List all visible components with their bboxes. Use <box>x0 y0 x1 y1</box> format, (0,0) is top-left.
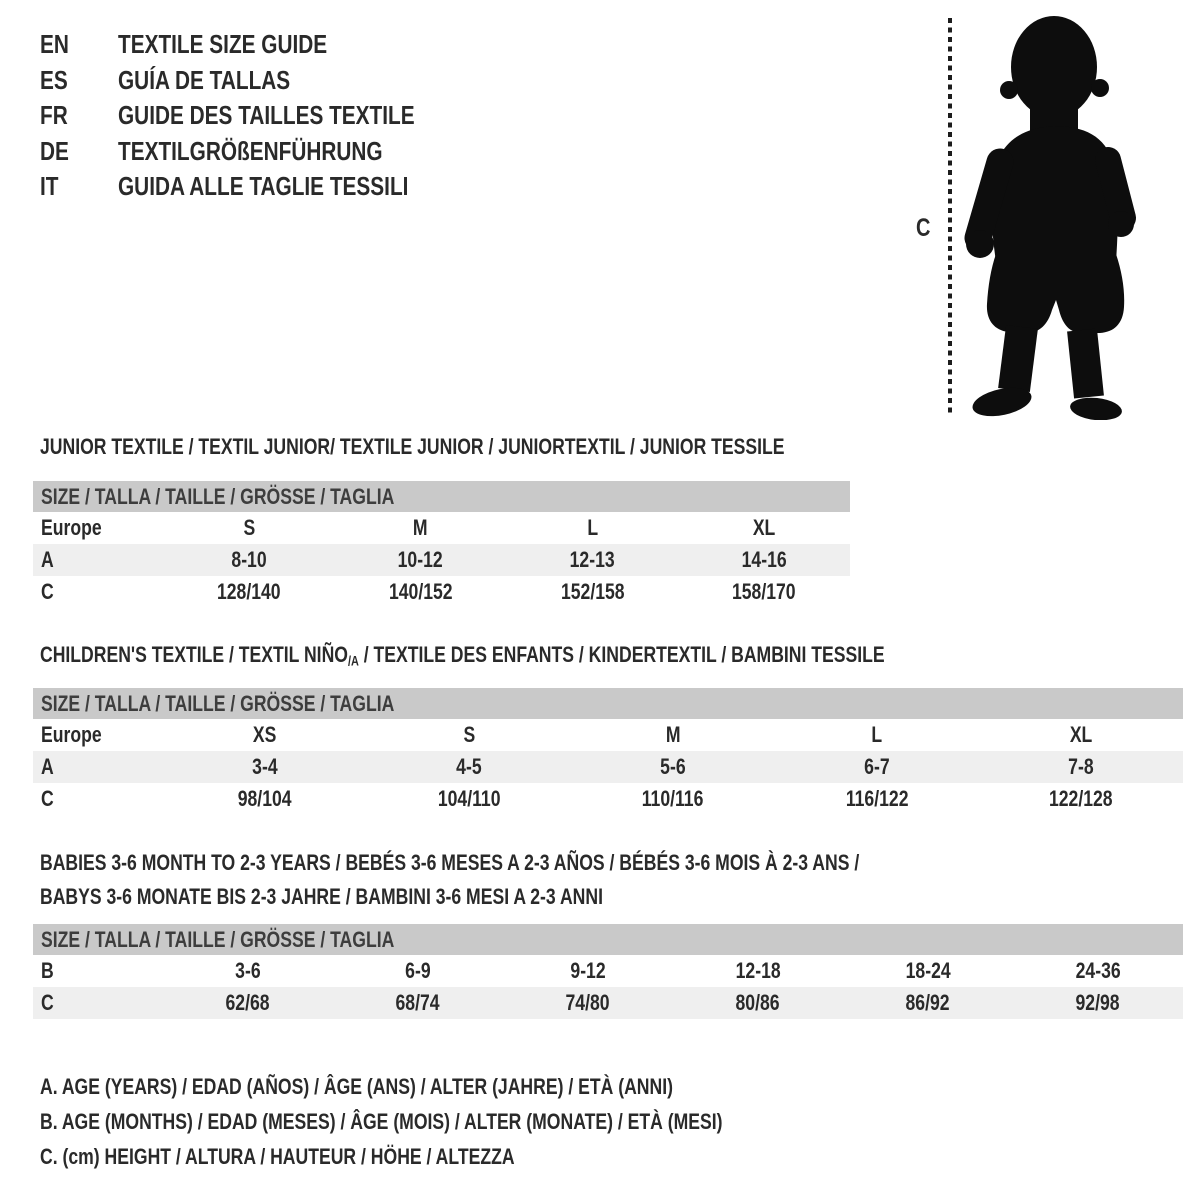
language-title: TEXTILGRÖßENFÜHRUNG <box>118 135 383 166</box>
row-label: Europe <box>41 515 102 540</box>
language-row-de <box>40 134 489 170</box>
size-cell: L <box>871 722 883 747</box>
row-label: A <box>41 754 54 779</box>
age-cell: 3-4 <box>252 754 278 779</box>
size-cell: L <box>586 515 598 540</box>
age-cell: 12-18 <box>735 958 781 983</box>
language-code: ES <box>40 64 68 95</box>
babies-section-heading: BABIES 3-6 MONTH TO 2-3 YEARS / BEBÉS 3-6 MESES A 2-3 AÑOS / BÉBÉS 3-6 MOIS À 2-3 ANS / BABYS 3-6 MONATE BIS 2-3 JAHRE / BAMBINI 3-6 MESI A 2-3 ANNI <box>40 850 860 909</box>
size-cell: XL <box>752 515 776 540</box>
age-cell: 4-5 <box>456 754 482 779</box>
age-cell: 9-12 <box>570 958 606 983</box>
height-cell: 104/110 <box>437 786 501 811</box>
measure-legend <box>40 1069 893 1174</box>
table-row-height <box>33 576 850 608</box>
age-cell: 18-24 <box>905 958 951 983</box>
size-cell: S <box>243 515 255 540</box>
language-code: IT <box>40 171 59 202</box>
age-cell: 6-9 <box>405 958 431 983</box>
table-row-age-months <box>33 955 1183 987</box>
height-cell: 158/170 <box>732 579 796 604</box>
legend-line-c: C. (cm) HEIGHT / ALTURA / HAUTEUR / HÖHE / ALTEZZA <box>40 1143 515 1169</box>
junior-size-header-bar: SIZE / TALLA / TAILLE / GRÖSSE / TAGLIA <box>33 481 850 512</box>
height-cell: 86/92 <box>905 990 951 1015</box>
language-row-it <box>40 169 489 205</box>
language-title-list <box>40 27 489 205</box>
age-cell: 24-36 <box>1075 958 1121 983</box>
legend-line-a: A. AGE (YEARS) / EDAD (AÑOS) / ÂGE (ANS) / ALTER (JAHRE) / ETÀ (ANNI) <box>40 1073 673 1099</box>
language-code: DE <box>40 135 69 166</box>
table-row-europe <box>33 719 1183 751</box>
size-cell: M <box>413 515 428 540</box>
table-row-height <box>33 987 1183 1019</box>
heading-subscript: /A <box>347 653 359 669</box>
size-cell: S <box>463 722 475 747</box>
height-measure-dashed-line <box>948 18 952 415</box>
toddler-silhouette-shape <box>966 16 1134 420</box>
height-cell: 116/122 <box>845 786 909 811</box>
row-label: B <box>41 958 54 983</box>
babies-size-header-bar: SIZE / TALLA / TAILLE / GRÖSSE / TAGLIA <box>33 924 1183 955</box>
height-cell: 80/86 <box>735 990 781 1015</box>
height-cell: 68/74 <box>395 990 441 1015</box>
height-cell: 140/152 <box>388 579 453 604</box>
toddler-silhouette <box>962 12 1142 420</box>
language-title: GUIDA ALLE TAGLIE TESSILI <box>118 171 409 202</box>
row-label: Europe <box>41 722 102 747</box>
language-title: GUÍA DE TALLAS <box>118 64 291 95</box>
height-cell: 74/80 <box>565 990 611 1015</box>
height-cell: 122/128 <box>1049 786 1113 811</box>
language-code: EN <box>40 29 69 60</box>
children-size-header-bar: SIZE / TALLA / TAILLE / GRÖSSE / TAGLIA <box>33 688 1183 719</box>
height-cell: 128/140 <box>217 579 281 604</box>
row-label: C <box>41 786 54 811</box>
junior-size-table <box>33 481 850 608</box>
age-cell: 3-6 <box>235 958 261 983</box>
language-row-fr <box>40 98 489 134</box>
size-cell: M <box>665 722 681 747</box>
size-cell: XL <box>1069 722 1093 747</box>
babies-size-table <box>33 924 1183 1019</box>
children-size-table <box>33 688 1183 815</box>
height-cell: 110/116 <box>642 786 704 811</box>
legend-line-b: B. AGE (MONTHS) / EDAD (MESES) / ÂGE (MOIS) / ALTER (MONATE) / ETÀ (MESI) <box>40 1108 723 1134</box>
row-label: A <box>41 547 54 572</box>
age-cell: 14-16 <box>741 547 787 572</box>
table-row-height <box>33 783 1183 815</box>
language-row-en <box>40 27 489 63</box>
row-label: C <box>41 990 54 1015</box>
size-cell: XS <box>253 722 277 747</box>
junior-section-heading: JUNIOR TEXTILE / TEXTIL JUNIOR/ TEXTILE JUNIOR / JUNIORTEXTIL / JUNIOR TESSILE <box>40 434 785 459</box>
height-measure-label: C <box>916 214 931 242</box>
language-title: TEXTILE SIZE GUIDE <box>118 29 328 60</box>
age-cell: 6-7 <box>864 754 890 779</box>
height-cell: 92/98 <box>1075 990 1121 1015</box>
language-row-es <box>40 63 489 99</box>
age-cell: 8-10 <box>231 547 267 572</box>
height-cell: 98/104 <box>238 786 292 811</box>
language-title: GUIDE DES TAILLES TEXTILE <box>118 100 415 131</box>
age-cell: 5-6 <box>660 754 686 779</box>
age-cell: 12-13 <box>569 547 615 572</box>
age-cell: 10-12 <box>398 547 444 572</box>
height-cell: 152/158 <box>560 579 625 604</box>
table-row-europe <box>33 512 850 544</box>
table-row-age <box>33 751 1183 783</box>
table-row-age <box>33 544 850 576</box>
height-cell: 62/68 <box>225 990 271 1015</box>
row-label: C <box>41 579 54 604</box>
children-section-heading: CHILDREN'S TEXTILE / TEXTIL NIÑO/A / TEXTILE DES ENFANTS / KINDERTEXTIL / BAMBINI TESSILE <box>40 642 885 669</box>
language-code: FR <box>40 100 68 131</box>
age-cell: 7-8 <box>1068 754 1094 779</box>
